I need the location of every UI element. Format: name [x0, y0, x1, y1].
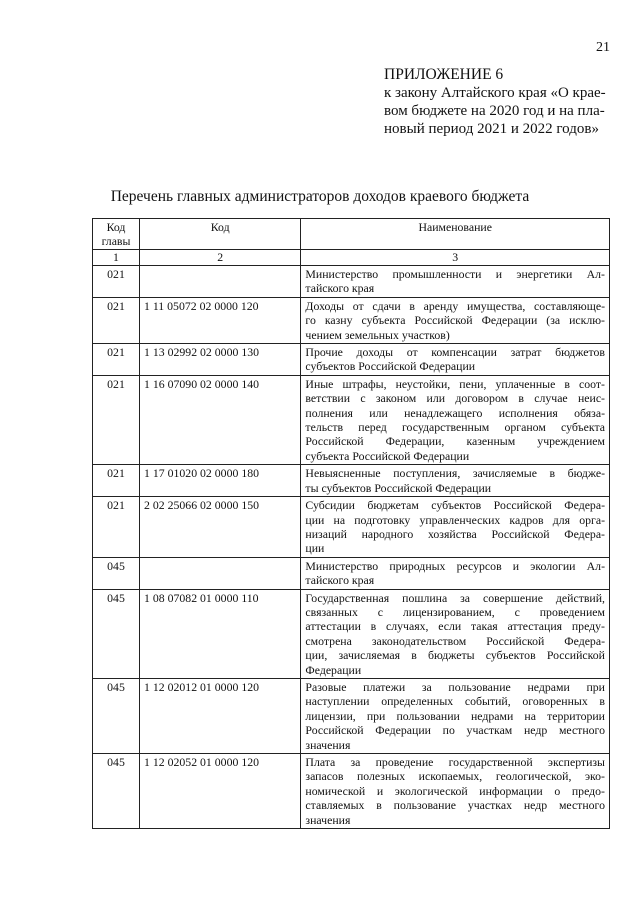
document-title: Перечень главных администраторов доходов краевого бюджета — [110, 188, 530, 205]
name-line: Субсидии бюджетам субъектов Российской Федера- — [305, 498, 605, 513]
table-row — [93, 754, 610, 829]
revenue-code-cell: 1 12 02012 01 0000 120 — [140, 678, 301, 753]
revenue-code-cell: 1 13 02992 02 0000 130 — [140, 344, 301, 376]
table-body — [93, 266, 610, 829]
name-line: Разовые платежи за пользование недрами при — [305, 679, 605, 694]
table-header-row — [93, 219, 610, 250]
name-line: ставляемых в пользование участках недр местного — [305, 798, 605, 813]
revenue-name-cell — [301, 375, 610, 464]
appendix-title: ПРИЛОЖЕНИЕ 6 — [384, 66, 504, 83]
chapter-code-cell: 021 — [93, 465, 140, 497]
chapter-code-cell: 021 — [93, 497, 140, 558]
appendix-header — [384, 66, 624, 138]
name-line: субъекта Российской Федерации — [305, 448, 470, 463]
chapter-code-cell: 021 — [93, 344, 140, 376]
header-chapter-code: Код главы — [93, 219, 140, 250]
chapter-code-cell: 045 — [93, 754, 140, 829]
revenue-name-cell — [301, 497, 610, 558]
revenue-code-cell: 2 02 25066 02 0000 150 — [140, 497, 301, 558]
name-line: наступлении определенных событий, оговоренных в — [305, 694, 605, 709]
table-row — [93, 678, 610, 753]
name-line: значения — [305, 812, 351, 827]
revenue-name-cell — [301, 465, 610, 497]
name-line: запасов полезных ископаемых, геологической, эко- — [305, 769, 605, 784]
revenue-name-cell — [301, 557, 610, 589]
name-line: связанных с лицензированием, с проведением — [305, 604, 605, 619]
revenue-code-cell: 1 12 02052 01 0000 120 — [140, 754, 301, 829]
name-line: номической и экологической информации о предо- — [305, 783, 605, 798]
name-line: Министерство природных ресурсов и экологии Ал- — [305, 558, 605, 573]
administrators-table — [92, 218, 610, 829]
table-row — [93, 465, 610, 497]
header-name: Наименование — [301, 219, 610, 250]
revenue-name-cell — [301, 344, 610, 376]
name-line: Плата за проведение государственной экспертизы — [305, 755, 605, 769]
name-line: субъектов Российской Федерации — [305, 359, 476, 374]
name-line: ции — [305, 541, 325, 556]
name-line: тельств перед государственным органом субъекта — [305, 420, 605, 435]
column-number-row — [93, 250, 610, 266]
header-code: Код — [140, 219, 301, 250]
revenue-code-cell — [140, 557, 301, 589]
name-line: полнения или ненадлежащего исполнения обяза- — [305, 405, 605, 420]
name-line: значения — [305, 737, 351, 752]
revenue-code-cell: 1 17 01020 02 0000 180 — [140, 465, 301, 497]
revenue-code-cell: 1 11 05072 02 0000 120 — [140, 297, 301, 343]
name-line: аттестации в случаях, если такая аттестация преду- — [305, 619, 605, 634]
table-row — [93, 344, 610, 376]
revenue-code-cell: 1 16 07090 02 0000 140 — [140, 375, 301, 464]
name-line: Иные штрафы, неустойки, пени, уплаченные в соот- — [305, 376, 605, 391]
revenue-name-cell — [301, 297, 610, 343]
name-line: Российской Федерации по участкам недр местного — [305, 723, 605, 738]
name-line: низаций народного хозяйства Российской Федера- — [305, 526, 605, 541]
name-line: смотрена законодательством Российской Федера- — [305, 633, 605, 648]
name-line: Российской Федерации, казенным учреждением — [305, 434, 605, 449]
name-line: тайского края — [305, 281, 375, 296]
column-number: 1 — [93, 250, 140, 266]
chapter-code-cell: 045 — [93, 589, 140, 678]
revenue-name-cell — [301, 754, 610, 829]
column-number: 3 — [301, 250, 610, 266]
chapter-code-cell: 045 — [93, 557, 140, 589]
name-line: чением земельных участков) — [305, 327, 450, 342]
chapter-code-cell: 021 — [93, 297, 140, 343]
table-row — [93, 266, 610, 298]
appendix-line: вом бюджете на 2020 год и на пла- — [384, 103, 605, 119]
column-number: 2 — [140, 250, 301, 266]
table-row — [93, 557, 610, 589]
appendix-line: новый период 2021 и 2022 годов» — [384, 121, 599, 137]
table-row — [93, 497, 610, 558]
name-line: ции на подготовку управленческих кадров для орга- — [305, 512, 605, 527]
table-row — [93, 297, 610, 343]
appendix-line: к закону Алтайского края «О крае- — [384, 85, 606, 101]
name-line: ветствии с законом или договором в случае неис- — [305, 391, 605, 406]
revenue-code-cell: 1 08 07082 01 0000 110 — [140, 589, 301, 678]
name-line: Доходы от сдачи в аренду имущества, составляюще- — [305, 298, 605, 313]
name-line: тайского края — [305, 573, 375, 588]
name-line: ции, зачисляемая в бюджеты субъектов Российской — [305, 648, 605, 663]
chapter-code-cell: 045 — [93, 678, 140, 753]
name-line: Государственная пошлина за совершение действий, — [305, 590, 605, 605]
revenue-code-cell — [140, 266, 301, 298]
name-line: Министерство промышленности и энергетики Ал- — [305, 267, 605, 281]
table-row — [93, 375, 610, 464]
revenue-name-cell — [301, 589, 610, 678]
name-line: Прочие доходы от компенсации затрат бюджетов — [305, 345, 605, 360]
revenue-name-cell — [301, 678, 610, 753]
page-number: 21 — [596, 40, 610, 55]
name-line: ты субъектов Российской Федерации — [305, 480, 492, 495]
chapter-code-cell: 021 — [93, 266, 140, 298]
chapter-code-cell: 021 — [93, 375, 140, 464]
name-line: Невыясненные поступления, зачисляемые в бюдже- — [305, 466, 605, 481]
name-line: го казну субъекта Российской Федерации (за исклю- — [305, 313, 605, 328]
revenue-name-cell — [301, 266, 610, 298]
table-row — [93, 589, 610, 678]
name-line: Федерации — [305, 662, 362, 677]
name-line: лицензии, при пользовании недрами на территории — [305, 708, 605, 723]
